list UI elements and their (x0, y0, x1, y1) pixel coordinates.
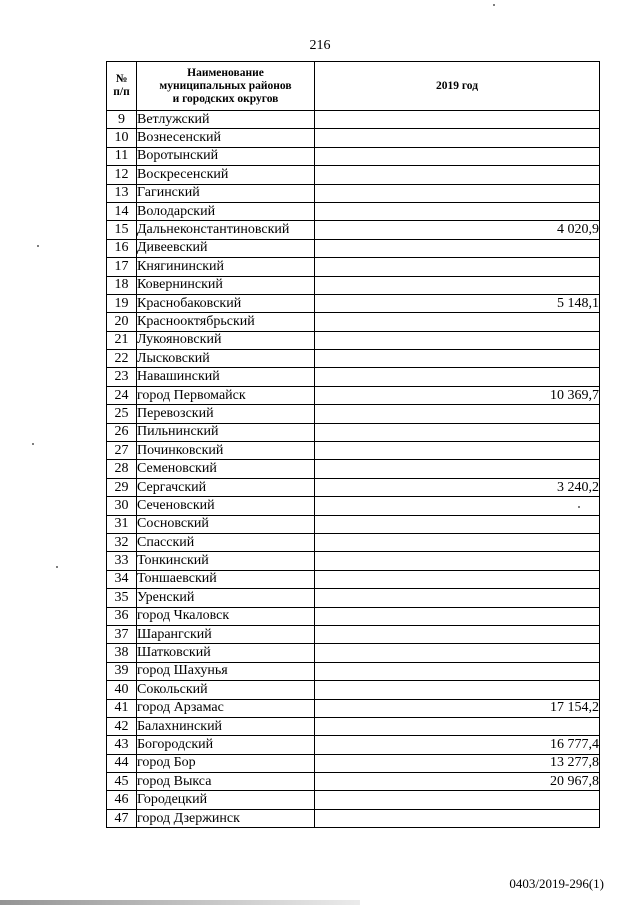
table-row (107, 809, 600, 827)
row-value-2019 (315, 460, 600, 478)
table-row (107, 699, 600, 717)
table-row (107, 497, 600, 515)
row-number: 42 (107, 717, 137, 735)
table-row (107, 294, 600, 312)
row-value-2019 (315, 202, 600, 220)
row-number: 47 (107, 809, 137, 827)
row-district-name: Богородский (137, 736, 315, 754)
row-district-name: Краснобаковский (137, 294, 315, 312)
table-row (107, 423, 600, 441)
row-number: 23 (107, 368, 137, 386)
row-value-2019 (315, 662, 600, 680)
scan-speck (32, 443, 34, 445)
row-district-name: Сеченовский (137, 497, 315, 515)
row-district-name: город Шахунья (137, 662, 315, 680)
table-row (107, 202, 600, 220)
row-district-name: город Первомайск (137, 386, 315, 404)
scan-speck (578, 506, 580, 508)
row-number: 20 (107, 313, 137, 331)
row-value-2019: 13 277,8 (315, 754, 600, 772)
row-district-name: Княгининский (137, 258, 315, 276)
row-district-name: Балахнинский (137, 717, 315, 735)
row-value-2019 (315, 313, 600, 331)
row-number: 33 (107, 552, 137, 570)
table-row (107, 111, 600, 129)
row-value-2019 (315, 147, 600, 165)
document-id: 0403/2019-296(1) (509, 876, 604, 891)
row-number: 11 (107, 147, 137, 165)
table-row (107, 221, 600, 239)
row-district-name: Перевозский (137, 405, 315, 423)
row-value-2019 (315, 607, 600, 625)
row-value-2019 (315, 442, 600, 460)
table-row (107, 258, 600, 276)
row-district-name: Воротынский (137, 147, 315, 165)
table-row (107, 754, 600, 772)
table-row (107, 533, 600, 551)
scan-speck (493, 4, 495, 6)
table-row (107, 717, 600, 735)
row-district-name: город Чкаловск (137, 607, 315, 625)
row-value-2019 (315, 515, 600, 533)
row-value-2019 (315, 681, 600, 699)
row-district-name: Лукояновский (137, 331, 315, 349)
row-value-2019 (315, 717, 600, 735)
scan-speck (56, 566, 58, 568)
table-row (107, 662, 600, 680)
table-row (107, 570, 600, 588)
row-number: 10 (107, 129, 137, 147)
row-value-2019: 16 777,4 (315, 736, 600, 754)
row-district-name: Володарский (137, 202, 315, 220)
row-number: 28 (107, 460, 137, 478)
row-value-2019: 20 967,8 (315, 773, 600, 791)
row-number: 16 (107, 239, 137, 257)
table-row (107, 478, 600, 496)
row-value-2019 (315, 423, 600, 441)
row-district-name: Гагинский (137, 184, 315, 202)
row-number: 19 (107, 294, 137, 312)
row-number: 26 (107, 423, 137, 441)
row-number: 13 (107, 184, 137, 202)
header-number-label: № п/п (113, 73, 130, 98)
row-number: 21 (107, 331, 137, 349)
row-number: 38 (107, 644, 137, 662)
row-value-2019 (315, 552, 600, 570)
row-value-2019 (315, 239, 600, 257)
row-value-2019 (315, 184, 600, 202)
table-row (107, 313, 600, 331)
table-row (107, 460, 600, 478)
municipal-table (106, 61, 600, 828)
row-value-2019 (315, 625, 600, 643)
row-value-2019 (315, 111, 600, 129)
row-number: 36 (107, 607, 137, 625)
row-number: 22 (107, 350, 137, 368)
row-district-name: город Арзамас (137, 699, 315, 717)
table-row (107, 184, 600, 202)
header-year-label: 2019 год (435, 79, 479, 92)
row-district-name: Шарангский (137, 625, 315, 643)
table-row (107, 644, 600, 662)
row-district-name: Тонкинский (137, 552, 315, 570)
table-row (107, 166, 600, 184)
row-value-2019: 17 154,2 (315, 699, 600, 717)
table-row (107, 773, 600, 791)
row-number: 30 (107, 497, 137, 515)
row-district-name: Сосновский (137, 515, 315, 533)
row-district-name: Вознесенский (137, 129, 315, 147)
table-header-row (107, 62, 600, 111)
row-district-name: Городецкий (137, 791, 315, 809)
row-district-name: Сокольский (137, 681, 315, 699)
row-district-name: Воскресенский (137, 166, 315, 184)
row-district-name: Дальнеконстантиновский (137, 221, 315, 239)
table-row (107, 625, 600, 643)
row-district-name: город Дзержинск (137, 809, 315, 827)
row-number: 31 (107, 515, 137, 533)
row-value-2019 (315, 405, 600, 423)
table-row (107, 791, 600, 809)
row-number: 43 (107, 736, 137, 754)
table-row (107, 736, 600, 754)
row-district-name: Шатковский (137, 644, 315, 662)
row-number: 32 (107, 533, 137, 551)
row-district-name: Краснооктябрьский (137, 313, 315, 331)
row-value-2019: 10 369,7 (315, 386, 600, 404)
row-number: 18 (107, 276, 137, 294)
row-value-2019: 5 148,1 (315, 294, 600, 312)
row-number: 15 (107, 221, 137, 239)
row-value-2019: 4 020,9 (315, 221, 600, 239)
row-number: 12 (107, 166, 137, 184)
row-district-name: Дивеевский (137, 239, 315, 257)
row-value-2019 (315, 589, 600, 607)
header-number (107, 62, 137, 111)
row-value-2019 (315, 350, 600, 368)
header-name-label: Наименование муниципальных районов и городских округов (159, 66, 292, 105)
row-number: 17 (107, 258, 137, 276)
row-district-name: Пильнинский (137, 423, 315, 441)
row-number: 41 (107, 699, 137, 717)
row-number: 37 (107, 625, 137, 643)
scan-speck (37, 245, 39, 247)
row-number: 9 (107, 111, 137, 129)
row-district-name: Починковский (137, 442, 315, 460)
row-number: 40 (107, 681, 137, 699)
table-row (107, 239, 600, 257)
table-row (107, 331, 600, 349)
row-district-name: Семеновский (137, 460, 315, 478)
row-value-2019 (315, 368, 600, 386)
row-district-name: Спасский (137, 533, 315, 551)
row-number: 46 (107, 791, 137, 809)
table-row (107, 368, 600, 386)
row-district-name: Ветлужский (137, 111, 315, 129)
page-number: 216 (309, 38, 331, 53)
row-district-name: город Бор (137, 754, 315, 772)
scan-edge-smudge (0, 900, 360, 905)
row-value-2019 (315, 166, 600, 184)
row-number: 25 (107, 405, 137, 423)
row-district-name: Тоншаевский (137, 570, 315, 588)
row-value-2019 (315, 570, 600, 588)
row-number: 24 (107, 386, 137, 404)
row-value-2019 (315, 533, 600, 551)
table-row (107, 276, 600, 294)
table-row (107, 350, 600, 368)
row-value-2019 (315, 258, 600, 276)
table-row (107, 147, 600, 165)
row-number: 34 (107, 570, 137, 588)
table-row (107, 607, 600, 625)
row-number: 44 (107, 754, 137, 772)
row-number: 35 (107, 589, 137, 607)
table-row (107, 589, 600, 607)
table-row (107, 552, 600, 570)
row-value-2019 (315, 129, 600, 147)
row-number: 45 (107, 773, 137, 791)
table-row (107, 129, 600, 147)
row-value-2019 (315, 331, 600, 349)
table-row (107, 405, 600, 423)
row-value-2019: 3 240,2 (315, 478, 600, 496)
table-body (107, 111, 600, 828)
row-district-name: Уренский (137, 589, 315, 607)
row-value-2019 (315, 791, 600, 809)
row-district-name: Сергачский (137, 478, 315, 496)
row-number: 39 (107, 662, 137, 680)
row-number: 27 (107, 442, 137, 460)
table-row (107, 442, 600, 460)
row-value-2019 (315, 276, 600, 294)
row-number: 14 (107, 202, 137, 220)
header-name (137, 62, 315, 111)
table-row (107, 515, 600, 533)
table-row (107, 386, 600, 404)
row-number: 29 (107, 478, 137, 496)
row-district-name: Навашинский (137, 368, 315, 386)
row-value-2019 (315, 809, 600, 827)
row-district-name: город Выкса (137, 773, 315, 791)
row-value-2019 (315, 644, 600, 662)
row-district-name: Ковернинский (137, 276, 315, 294)
row-district-name: Лысковский (137, 350, 315, 368)
header-year (315, 62, 600, 111)
row-value-2019 (315, 497, 600, 515)
table-row (107, 681, 600, 699)
